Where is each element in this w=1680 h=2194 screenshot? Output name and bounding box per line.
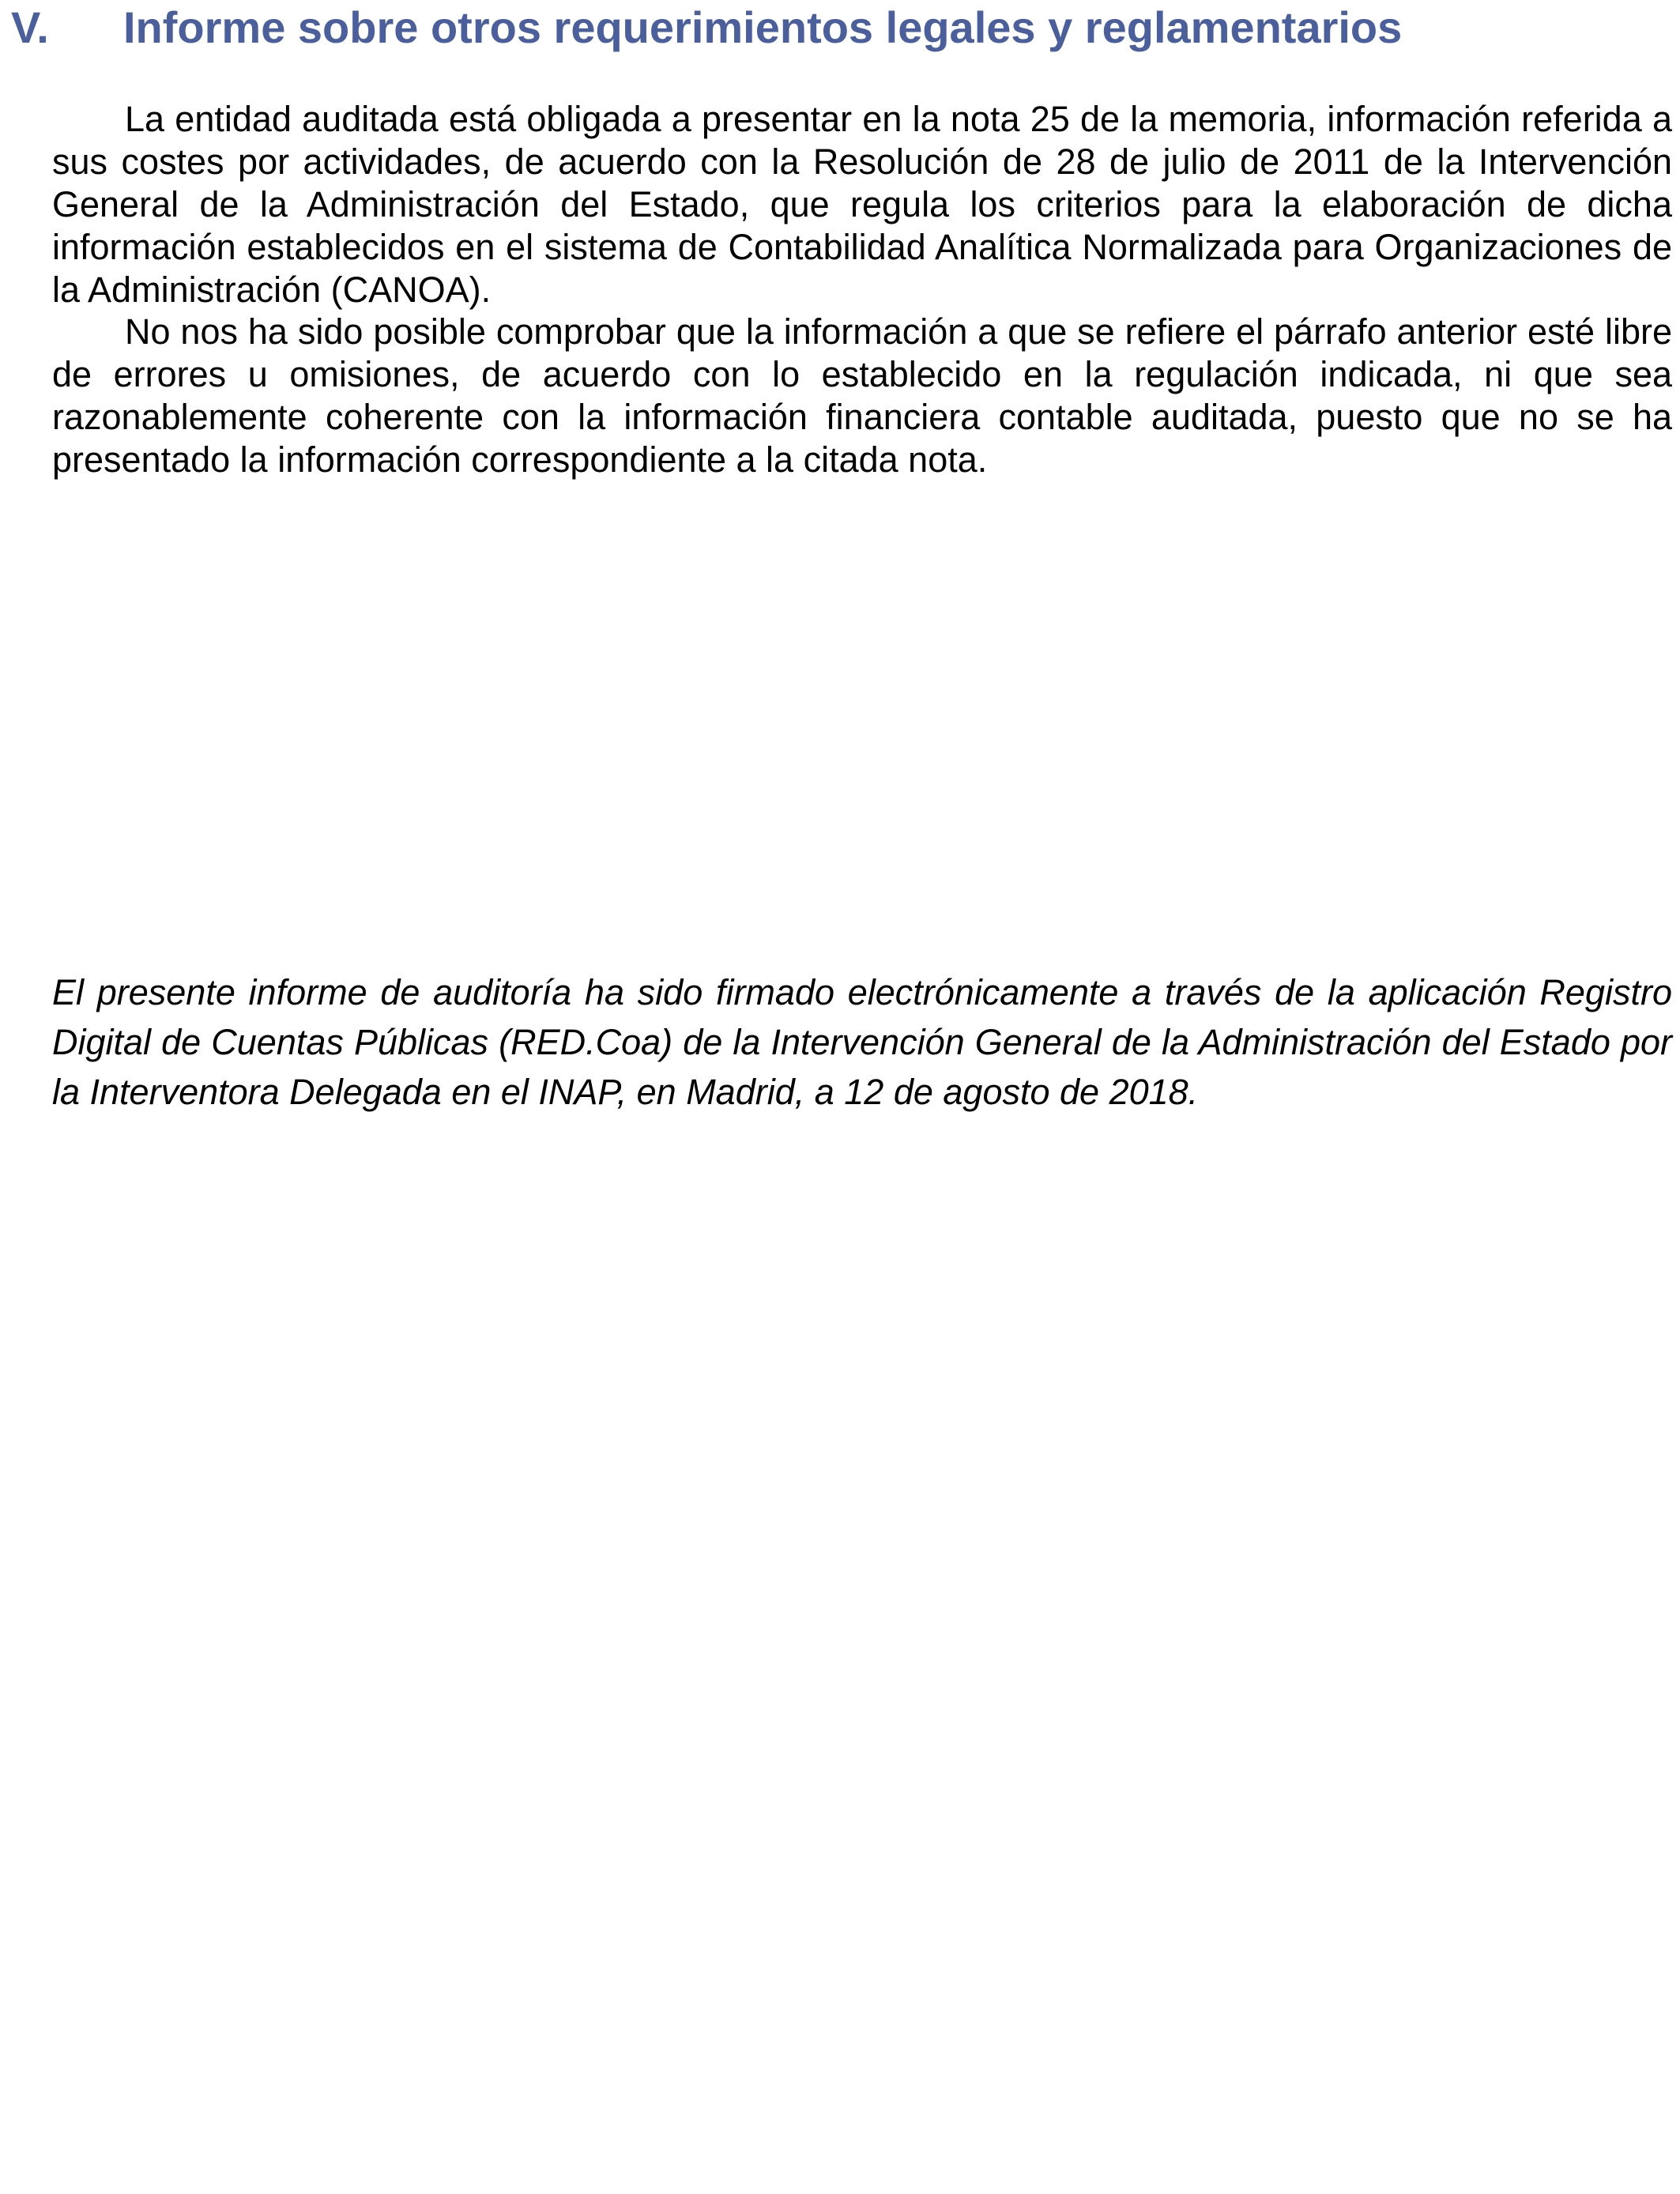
electronic-signature-note: El presente informe de auditoría ha sido firmado electrónicamente a través de la aplicación Registro Digital de Cuentas Públicas (RED.Coa) de la Intervención General de la Administración del Estado por la Interventora Delegada en el INAP, en Madrid, a 12 de agosto de 2018. xyxy=(52,972,1672,1112)
section-number: V. xyxy=(11,2,49,52)
paragraph-verification-limitation: No nos ha sido posible comprobar que la información a que se refiere el párrafo anterior esté libre de errores u omisiones, de acuerdo con lo establecido en la regulación indicada, ni que sea razonablemente coherente con la información financiera contable auditada, puesto que no se ha presentado la información correspondiente a la citada nota. xyxy=(52,311,1672,480)
section-title: Informe sobre otros requerimientos legales y reglamentarios xyxy=(123,2,1403,52)
section-heading xyxy=(11,0,1671,55)
paragraph-canoa-obligation: La entidad auditada está obligada a presentar en la nota 25 de la memoria, información referida a sus costes por actividades, de acuerdo con la Resolución de 28 de julio de 2011 de la Intervención General de la Administración del Estado, que regula los criterios para la elaboración de dicha información establecidos en el sistema de Contabilidad Analítica Normalizada para Organizaciones de la Administración (CANOA). xyxy=(52,99,1672,310)
